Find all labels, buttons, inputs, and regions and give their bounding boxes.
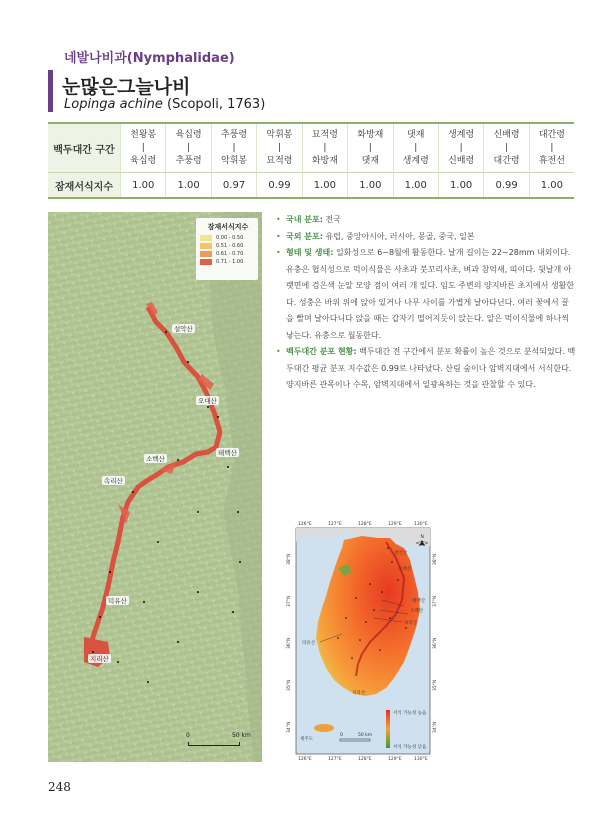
index-value: 0.99 (257, 173, 302, 199)
index-value: 1.00 (393, 173, 438, 199)
inset-probability-map (286, 518, 438, 762)
legend-swatch (200, 243, 212, 249)
legend-item: 0.71 - 1.00 (200, 259, 256, 265)
index-value: 1.00 (438, 173, 483, 199)
inset-place-jeju: 제주도 (300, 737, 314, 742)
baekdudaegan-index-table (48, 122, 574, 199)
legend-swatch (200, 251, 212, 257)
section-cell: 대간령 | 휴전선 (529, 123, 574, 173)
inset-scale-distance: 50 km (358, 733, 373, 738)
section-cell: 묘적령 | 화방재 (302, 123, 347, 173)
legend-item: 0.51 - 0.60 (200, 243, 256, 249)
scale-zero: 0 (186, 732, 190, 739)
index-value: 0.97 (211, 173, 256, 199)
table-row-values (48, 173, 574, 199)
inset-place-sobaek: 소백산 (410, 609, 424, 614)
legend-high-label: 서식 가능성 높음 (393, 711, 427, 716)
svg-text:34°N: 34°N (287, 721, 292, 733)
svg-text:34°N: 34°N (433, 721, 438, 733)
family-name: 네발나비과(Nymphalidae) (64, 51, 235, 66)
baekdudaegan-map (48, 212, 262, 762)
section-cell: 화방재 | 댓재 (348, 123, 393, 173)
svg-text:36°N: 36°N (433, 637, 438, 649)
svg-text:36°N: 36°N (287, 637, 292, 649)
section-cell: 천왕봉 | 육십령 (121, 123, 166, 173)
section-cell: 악휘봉 | 묘적령 (257, 123, 302, 173)
place-label-deogyu: 덕유산 (108, 597, 127, 605)
svg-text:38°N: 38°N (433, 553, 438, 565)
svg-text:37°N: 37°N (287, 595, 292, 607)
place-label-songni: 속리산 (104, 477, 123, 485)
svg-text:127°E: 127°E (328, 522, 342, 527)
species-korean-name: 눈많은그늘나비 (62, 76, 191, 98)
bullet-dot-icon: • (276, 231, 281, 241)
svg-text:35°N: 35°N (287, 679, 292, 691)
title-accent-bar (48, 70, 53, 112)
scientific-name-author: (Scopoli, 1763) (167, 97, 266, 112)
index-value: 1.00 (348, 173, 393, 199)
svg-text:37°N: 37°N (433, 595, 438, 607)
svg-text:130°E: 130°E (414, 757, 428, 762)
legend-item: 0.00 - 0.50 (200, 235, 256, 241)
inset-place-jiri: 지리산 (352, 691, 366, 696)
inset-place-songni: 속리산 (404, 621, 418, 626)
index-value: 1.00 (121, 173, 166, 199)
svg-text:130°E: 130°E (414, 522, 428, 527)
svg-text:128°E: 128°E (358, 757, 372, 762)
section-cell: 생계령 | 신배령 (438, 123, 483, 173)
index-value: 0.99 (484, 173, 529, 199)
inset-map-graphic (286, 518, 438, 762)
north-label: N (420, 535, 424, 540)
page-number: 248 (48, 780, 71, 794)
probability-colorbar (386, 710, 390, 748)
svg-text:127°E: 127°E (328, 757, 342, 762)
row-header-index: 잠재서식지수 (48, 173, 121, 199)
inset-place-seorak: 설악산 (394, 551, 408, 556)
section-cell: 신배령 | 대간령 (484, 123, 529, 173)
place-label-taebaek: 태백산 (218, 449, 237, 457)
inset-scale-zero: 0 (340, 733, 343, 738)
place-label-odae: 오대산 (198, 397, 217, 405)
svg-text:129°E: 129°E (388, 757, 402, 762)
place-label-sobaek: 소백산 (146, 455, 165, 463)
bullet-baekdudaegan: • 백두대간 분포 현황: 백두대간 전 구간에서 분포 확률이 높은 것으로 분석되었다. 백두대간 평균 분포 지수값은 0.99로 나타났다. 산림 숲이나 암벽지대에서 서식한다. 양지바른 관목이나 수목, 암벽지대에서 일광욕하는 것을 관찰할 수 있다. (276, 344, 576, 394)
svg-text:129°E: 129°E (388, 522, 402, 527)
scientific-name-italic: Lopinga achine (64, 97, 163, 112)
svg-text:35°N: 35°N (433, 679, 438, 691)
index-value: 1.00 (302, 173, 347, 199)
index-value: 1.00 (166, 173, 211, 199)
inset-place-taebaek: 태백산 (412, 599, 426, 604)
section-cell: 추풍령 | 악휘봉 (211, 123, 256, 173)
legend-low-label: 서식 가능성 낮음 (393, 745, 427, 750)
legend-title: 잠재서식지수 (207, 223, 249, 231)
svg-text:126°E: 126°E (298, 522, 312, 527)
species-scientific-name (64, 97, 265, 112)
scale-distance: 50 km (232, 732, 251, 739)
place-label-seorak: 설악산 (174, 325, 193, 333)
bullet-ecology: • 형태 및 생태: 일화성으로 6~8월에 활동한다. 날개 길이는 22~28mm 내외이다. 유충은 협식성으로 먹이식물은 사초과 붓꼬리사초, 벼과 참억새, 띠이다. 뒷날개 아랫면에 검은색 눈알 모양 점이 여러 개 있다. 임도 주변의 양지바른 초지에서 생활한다. 성충은 바위 위에 앉아 있거나 나무 사이를 가볍게 날아다닌다. 여러 꽃에서 꿀을 빨며 날아다니다 앉을 때는 갑자기 떨어지듯이 앉는다. 알은 먹이식물에 하나씩 낳는다. 유충으로 월동한다. (276, 245, 576, 344)
section-cell: 육십령 | 추풍령 (166, 123, 211, 173)
table-row-sections (48, 123, 574, 173)
bullet-domestic: • 국내 분포: 전국 (276, 212, 576, 229)
legend-swatch (200, 259, 212, 265)
svg-text:128°E: 128°E (358, 522, 372, 527)
species-description (276, 212, 576, 394)
svg-text:38°N: 38°N (287, 553, 292, 565)
row-header-sections: 백두대간 구간 (48, 123, 121, 173)
place-label-jiri: 지리산 (90, 655, 109, 663)
scale-bar (188, 742, 240, 746)
svg-text:126°E: 126°E (298, 757, 312, 762)
bullet-dot-icon: • (276, 347, 281, 356)
bullet-dot-icon: • (276, 248, 281, 257)
inset-place-odae: 오대산 (398, 567, 412, 572)
index-value: 1.00 (529, 173, 574, 199)
legend-item: 0.61 - 0.70 (200, 251, 256, 257)
section-cell: 댓재 | 생계령 (393, 123, 438, 173)
bullet-dot-icon: • (276, 215, 281, 224)
terrain-map-graphic (48, 212, 262, 762)
jeju-island (314, 724, 334, 732)
inset-place-deogyu: 덕유산 (302, 641, 316, 646)
habitat-legend (200, 222, 256, 267)
bullet-overseas: • 국외 분포: 유럽, 중앙아시아, 러시아, 몽골, 중국, 일본 (276, 229, 576, 246)
legend-swatch (200, 235, 212, 241)
